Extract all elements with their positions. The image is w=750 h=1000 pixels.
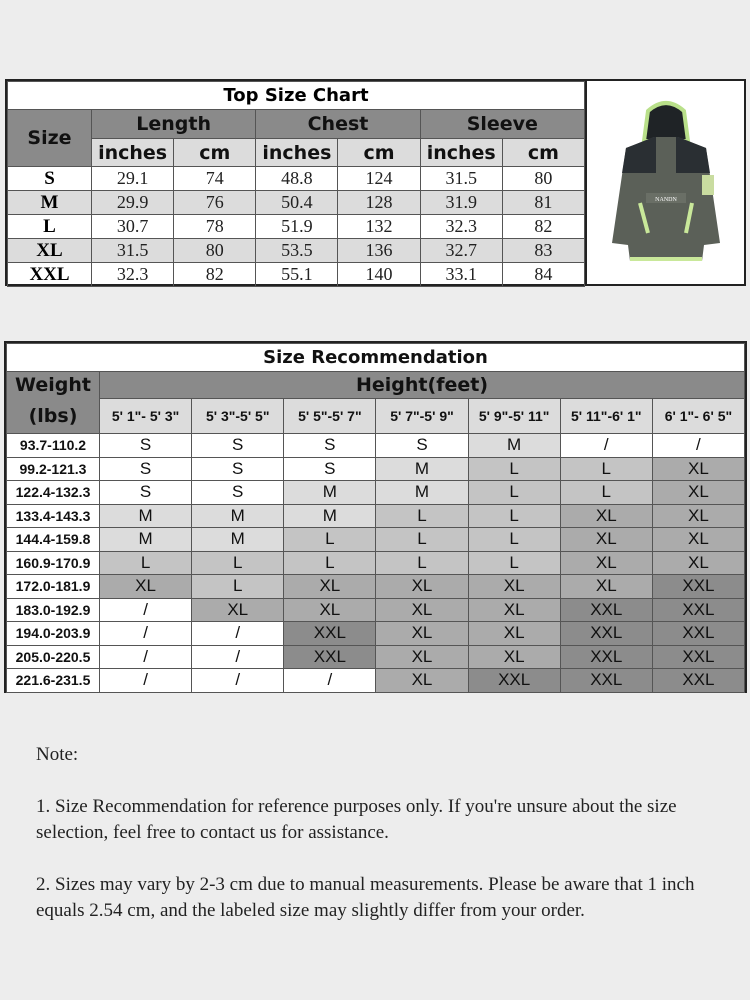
table-row <box>8 167 585 191</box>
table-row <box>7 481 745 505</box>
table-row <box>7 504 745 528</box>
weight-cell: 172.0-181.9 <box>7 575 100 599</box>
jacket-logo: NANDN <box>654 196 677 203</box>
size-cell: XL <box>376 598 468 622</box>
table-row <box>7 622 745 646</box>
size-cell: S <box>192 434 284 458</box>
value-cell: 128 <box>338 191 420 215</box>
size-cell: M <box>284 481 376 505</box>
size-cell: / <box>560 434 652 458</box>
unit-header: inches <box>420 139 502 167</box>
size-cell: L <box>284 528 376 552</box>
group-header: Sleeve <box>420 110 584 139</box>
table-row <box>8 191 585 215</box>
size-cell: M <box>192 528 284 552</box>
height-range-header: 5' 7"-5' 9" <box>376 399 468 434</box>
table-row <box>7 457 745 481</box>
size-cell: L <box>192 551 284 575</box>
table-row <box>7 645 745 669</box>
top-size-chart <box>5 79 746 286</box>
size-cell: / <box>192 645 284 669</box>
size-cell: XL <box>376 622 468 646</box>
size-cell: M <box>376 481 468 505</box>
top-size-table <box>7 81 585 287</box>
value-cell: 53.5 <box>256 239 338 263</box>
value-cell: 32.3 <box>92 263 174 287</box>
size-cell: L <box>468 528 560 552</box>
value-cell: 51.9 <box>256 215 338 239</box>
value-cell: 80 <box>174 239 256 263</box>
size-cell: S <box>284 434 376 458</box>
value-cell: 80 <box>502 167 584 191</box>
size-cell: S <box>192 481 284 505</box>
jacket-icon <box>596 93 736 273</box>
top-chart-title: Top Size Chart <box>8 82 585 110</box>
size-cell: / <box>192 622 284 646</box>
size-cell: XXL <box>284 645 376 669</box>
value-cell: 33.1 <box>420 263 502 287</box>
size-cell: S <box>100 457 192 481</box>
value-cell: 81 <box>502 191 584 215</box>
weight-cell: 183.0-192.9 <box>7 598 100 622</box>
table-row <box>7 551 745 575</box>
value-cell: 74 <box>174 167 256 191</box>
size-cell: M <box>192 504 284 528</box>
notes-section <box>36 742 741 950</box>
size-cell: / <box>100 669 192 693</box>
size-cell: L <box>284 551 376 575</box>
unit-header: inches <box>92 139 174 167</box>
size-cell: / <box>284 669 376 693</box>
size-cell: XXL <box>560 598 652 622</box>
value-cell: 32.7 <box>420 239 502 263</box>
size-cell: / <box>100 598 192 622</box>
size-cell: S <box>100 481 192 505</box>
size-cell: L <box>560 457 652 481</box>
height-range-header: 5' 11"-6' 1" <box>560 399 652 434</box>
height-range-header: 5' 5"-5' 7" <box>284 399 376 434</box>
weight-cell: 221.6-231.5 <box>7 669 100 693</box>
unit-header: cm <box>338 139 420 167</box>
value-cell: 132 <box>338 215 420 239</box>
weight-cell: 99.2-121.3 <box>7 457 100 481</box>
table-row <box>7 528 745 552</box>
size-cell: S <box>100 434 192 458</box>
size-cell: S <box>192 457 284 481</box>
size-cell: XL <box>560 504 652 528</box>
size-cell: L <box>376 504 468 528</box>
weight-cell: 93.7-110.2 <box>7 434 100 458</box>
size-cell: XXL <box>8 263 92 287</box>
size-cell: / <box>100 645 192 669</box>
height-range-header: 5' 3"-5' 5" <box>192 399 284 434</box>
size-cell: XL <box>468 598 560 622</box>
size-cell: XXL <box>652 645 744 669</box>
table-row <box>8 239 585 263</box>
size-cell: L <box>468 551 560 575</box>
group-header: Chest <box>256 110 420 139</box>
size-cell: XL <box>652 551 744 575</box>
table-row <box>8 215 585 239</box>
height-range-header: 6' 1"- 6' 5" <box>652 399 744 434</box>
size-cell: S <box>284 457 376 481</box>
weight-cell: 194.0-203.9 <box>7 622 100 646</box>
height-range-header: 5' 9"-5' 11" <box>468 399 560 434</box>
size-cell: XL <box>652 504 744 528</box>
size-cell: XXL <box>560 669 652 693</box>
value-cell: 55.1 <box>256 263 338 287</box>
size-cell: XXL <box>652 669 744 693</box>
size-cell: XL <box>8 239 92 263</box>
size-cell: L <box>560 481 652 505</box>
unit-header: cm <box>174 139 256 167</box>
size-header: Size <box>8 110 92 167</box>
table-row <box>8 263 585 287</box>
note-item: 1. Size Recommendation for reference purposes only. If you're unsure about the size selection, feel free to contact us for assistance. <box>36 796 677 843</box>
value-cell: 31.5 <box>92 239 174 263</box>
size-cell: M <box>376 457 468 481</box>
size-cell: M <box>100 504 192 528</box>
unit-header: cm <box>502 139 584 167</box>
size-cell: L <box>100 551 192 575</box>
size-cell: L <box>8 215 92 239</box>
table-row <box>7 598 745 622</box>
size-cell: XXL <box>560 622 652 646</box>
size-recommendation-table <box>6 343 745 693</box>
size-cell: L <box>468 457 560 481</box>
size-cell: XL <box>376 669 468 693</box>
size-cell: XXL <box>652 622 744 646</box>
value-cell: 31.5 <box>420 167 502 191</box>
value-cell: 82 <box>174 263 256 287</box>
size-cell: XL <box>468 645 560 669</box>
unit-header: inches <box>256 139 338 167</box>
size-cell: M <box>468 434 560 458</box>
group-header: Length <box>92 110 256 139</box>
size-cell: S <box>376 434 468 458</box>
height-header: Height(feet) <box>100 372 745 399</box>
size-cell: L <box>192 575 284 599</box>
size-cell: L <box>468 504 560 528</box>
recommendation-title: Size Recommendation <box>7 344 745 372</box>
height-range-header: 5' 1"- 5' 3" <box>100 399 192 434</box>
value-cell: 50.4 <box>256 191 338 215</box>
weight-cell: 160.9-170.9 <box>7 551 100 575</box>
size-cell: XXL <box>284 622 376 646</box>
size-cell: M <box>284 504 376 528</box>
table-row <box>7 669 745 693</box>
value-cell: 124 <box>338 167 420 191</box>
size-cell: XL <box>376 575 468 599</box>
size-cell: XL <box>652 481 744 505</box>
size-cell: XL <box>192 598 284 622</box>
size-cell: XXL <box>560 645 652 669</box>
value-cell: 84 <box>502 263 584 287</box>
size-cell: XL <box>560 528 652 552</box>
size-cell: L <box>376 528 468 552</box>
notes-heading: Note: <box>36 744 79 765</box>
size-cell: XL <box>468 575 560 599</box>
table-row <box>7 434 745 458</box>
size-cell: M <box>100 528 192 552</box>
size-cell: XL <box>652 457 744 481</box>
value-cell: 29.9 <box>92 191 174 215</box>
size-cell: S <box>8 167 92 191</box>
size-cell: / <box>100 622 192 646</box>
value-cell: 83 <box>502 239 584 263</box>
size-cell: XL <box>560 575 652 599</box>
size-cell: L <box>468 481 560 505</box>
size-cell: XXL <box>652 598 744 622</box>
value-cell: 140 <box>338 263 420 287</box>
weight-header: Weight <box>7 372 100 399</box>
size-recommendation <box>4 341 747 693</box>
value-cell: 76 <box>174 191 256 215</box>
size-cell: / <box>652 434 744 458</box>
size-cell: XL <box>100 575 192 599</box>
size-cell: / <box>192 669 284 693</box>
value-cell: 136 <box>338 239 420 263</box>
value-cell: 30.7 <box>92 215 174 239</box>
value-cell: 29.1 <box>92 167 174 191</box>
size-cell: XL <box>560 551 652 575</box>
weight-cell: 205.0-220.5 <box>7 645 100 669</box>
size-cell: M <box>8 191 92 215</box>
note-item: 2. Sizes may vary by 2-3 cm due to manual measurements. Please be aware that 1 inch equals 2.54 cm, and the labeled size may slightly differ from your order. <box>36 874 695 921</box>
value-cell: 82 <box>502 215 584 239</box>
weight-cell: 133.4-143.3 <box>7 504 100 528</box>
value-cell: 32.3 <box>420 215 502 239</box>
size-cell: XL <box>652 528 744 552</box>
size-cell: XL <box>284 598 376 622</box>
size-cell: XL <box>468 622 560 646</box>
weight-cell: 122.4-132.3 <box>7 481 100 505</box>
size-cell: XL <box>376 645 468 669</box>
value-cell: 78 <box>174 215 256 239</box>
size-cell: XXL <box>652 575 744 599</box>
table-row <box>7 575 745 599</box>
weight-cell: 144.4-159.8 <box>7 528 100 552</box>
value-cell: 31.9 <box>420 191 502 215</box>
weight-unit-header: (lbs) <box>7 399 100 434</box>
value-cell: 48.8 <box>256 167 338 191</box>
product-image <box>585 81 744 284</box>
size-cell: L <box>376 551 468 575</box>
size-cell: XXL <box>468 669 560 693</box>
size-cell: XL <box>284 575 376 599</box>
